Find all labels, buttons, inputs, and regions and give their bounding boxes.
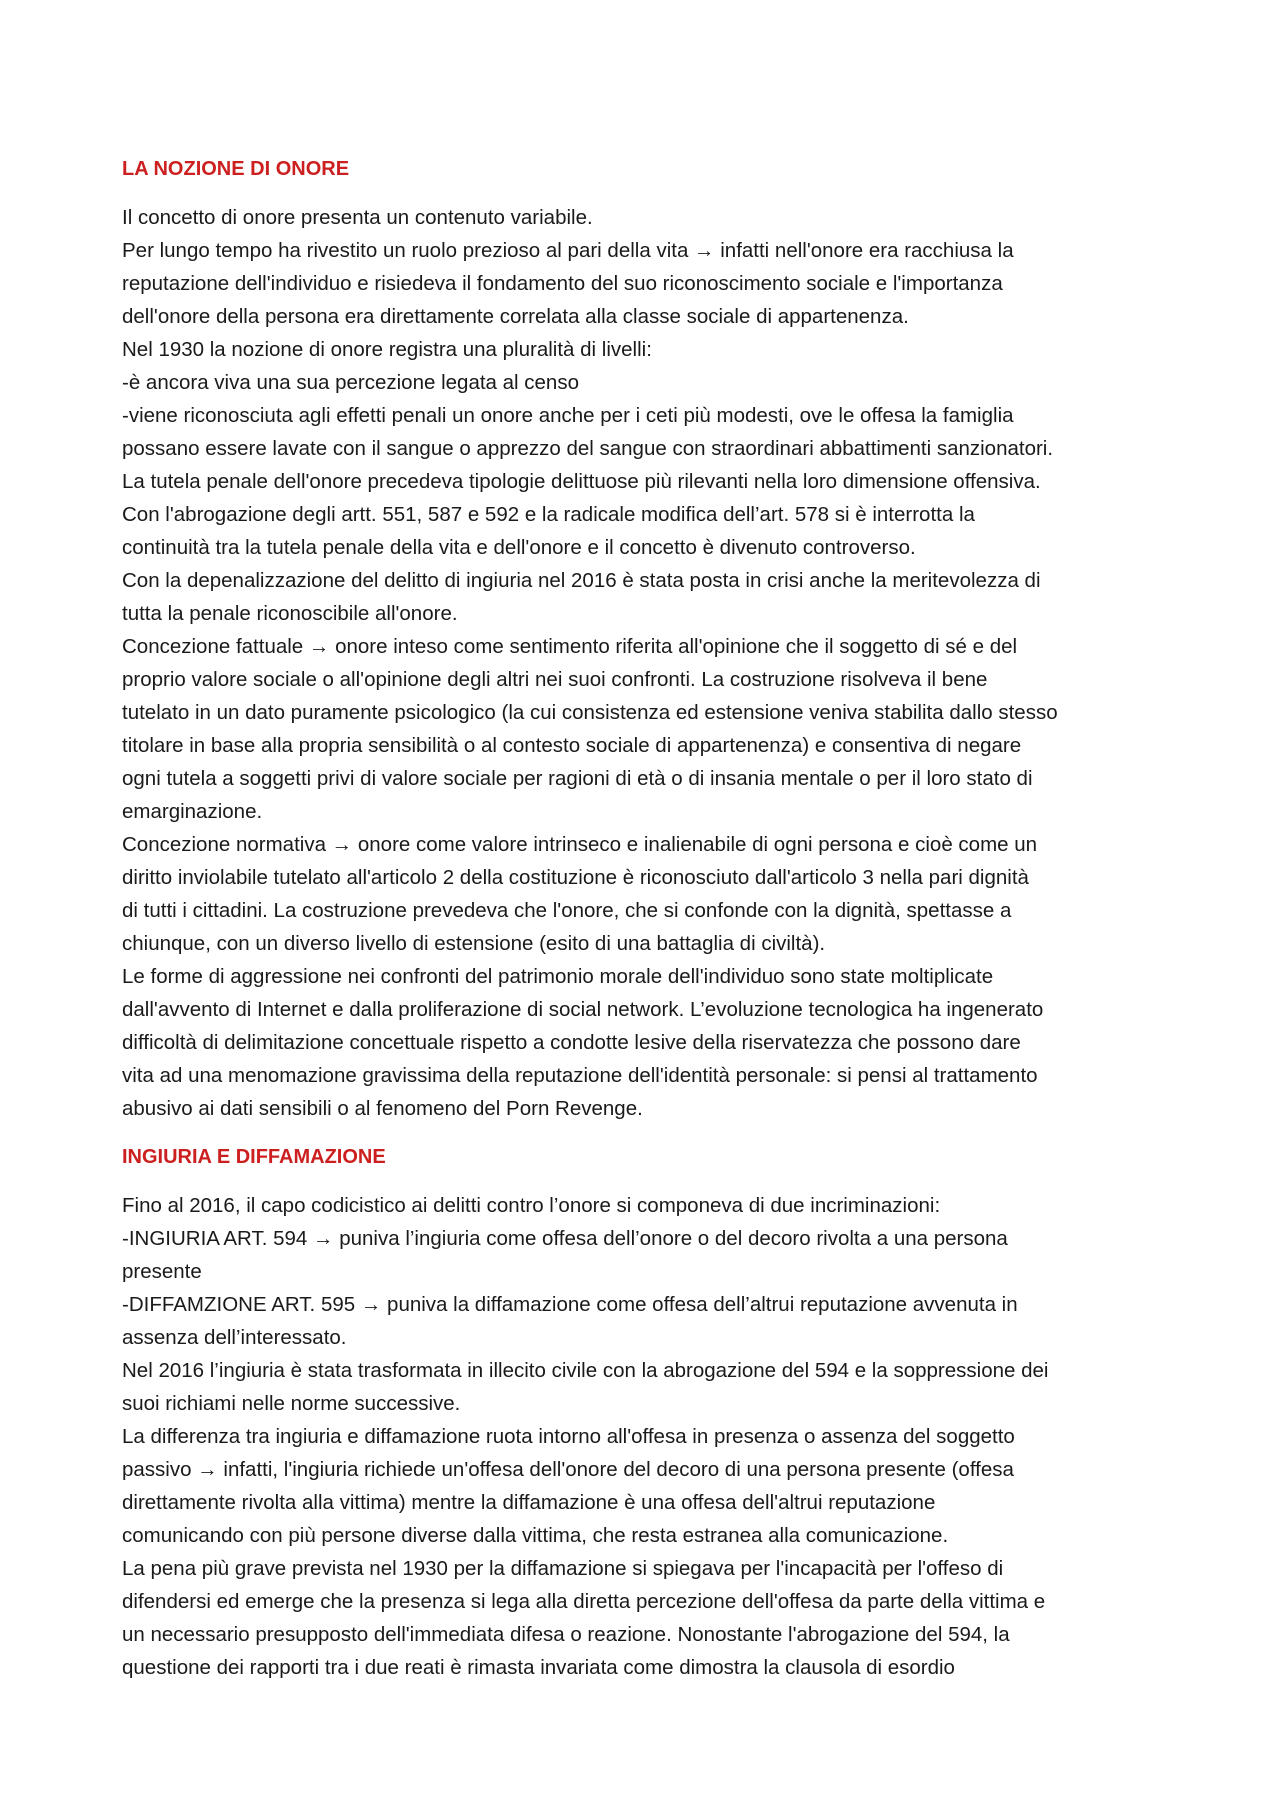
text-line: Concezione normativa → onore come valore intrinseco e inalienabile di ogni persona e cioè come un xyxy=(122,833,1038,856)
text-line: -DIFFAMZIONE ART. 595 → puniva la diffamazione come offesa dell’altrui reputazione avvenuta in xyxy=(122,1293,1018,1316)
text-line: reputazione dell'individuo e risiedeva il fondamento del suo riconoscimento sociale e l'importanza xyxy=(122,272,1003,295)
text-line: tutta la penale riconoscibile all'onore. xyxy=(122,602,458,625)
text-line: Con l'abrogazione degli artt. 551, 587 e 592 e la radicale modifica dell’art. 578 si è interrotta la xyxy=(122,503,975,526)
text-line: La pena più grave prevista nel 1930 per la diffamazione si spiegava per l'incapacità per l'offeso di xyxy=(122,1557,1004,1580)
section-body xyxy=(122,201,1180,1125)
section-heading: INGIURIA E DIFFAMAZIONE xyxy=(122,1146,386,1168)
text-line: vita ad una menomazione gravissima della reputazione dell'identità personale: si pensi al trattamento xyxy=(122,1064,1038,1087)
text-line: presente xyxy=(122,1260,202,1283)
text-line: comunicando con più persone diverse dalla vittima, che resta estranea alla comunicazione. xyxy=(122,1524,949,1547)
text-line: possano essere lavate con il sangue o apprezzo del sangue con straordinari abbattimenti sanzionatori. xyxy=(122,437,1054,460)
text-line: La tutela penale dell'onore precedeva tipologie delittuose più rilevanti nella loro dimensione offensiva. xyxy=(122,470,1041,493)
text-line: Nel 1930 la nozione di onore registra una pluralità di livelli: xyxy=(122,338,652,361)
text-line: ogni tutela a soggetti privi di valore sociale per ragioni di età o di insania mentale o per il loro stato di xyxy=(122,767,1033,790)
text-line: -INGIURIA ART. 594 → puniva l’ingiuria come offesa dell’onore o del decoro rivolta a una persona xyxy=(122,1227,1008,1250)
text-line: difendersi ed emerge che la presenza si lega alla diretta percezione dell'offesa da parte della vittima e xyxy=(122,1590,1046,1613)
text-line: assenza dell’interessato. xyxy=(122,1326,347,1349)
text-line: di tutti i cittadini. La costruzione prevedeva che l'onore, che si confonde con la dignità, spettasse a xyxy=(122,899,1012,922)
text-line: Concezione fattuale → onore inteso come sentimento riferita all'opinione che il soggetto di sé e del xyxy=(122,635,1018,658)
text-line: direttamente rivolta alla vittima) mentre la diffamazione è una offesa dell'altrui reputazione xyxy=(122,1491,936,1514)
section-ingiuria-e-diffamazione xyxy=(122,1143,1180,1684)
section-heading: LA NOZIONE DI ONORE xyxy=(122,158,350,180)
text-line: Le forme di aggressione nei confronti del patrimonio morale dell'individuo sono state moltiplicate xyxy=(122,965,994,988)
text-line: -viene riconosciuta agli effetti penali un onore anche per i ceti più modesti, ove le offesa la famiglia xyxy=(122,404,1014,427)
text-line: Per lungo tempo ha rivestito un ruolo prezioso al pari della vita → infatti nell'onore era racchiusa la xyxy=(122,239,1014,262)
text-line: Nel 2016 l’ingiuria è stata trasformata in illecito civile con la abrogazione del 594 e la soppressione dei xyxy=(122,1359,1049,1382)
text-line: abusivo ai dati sensibili o al fenomeno del Porn Revenge. xyxy=(122,1097,643,1120)
text-line: suoi richiami nelle norme successive. xyxy=(122,1392,461,1415)
text-line: dell'onore della persona era direttamente correlata alla classe sociale di appartenenza. xyxy=(122,305,909,328)
text-line: La differenza tra ingiuria e diffamazione ruota intorno all'offesa in presenza o assenza del soggetto xyxy=(122,1425,1015,1448)
text-line: proprio valore sociale o all'opinione degli altri nei suoi confronti. La costruzione risolveva il bene xyxy=(122,668,988,691)
text-line: questione dei rapporti tra i due reati è rimasta invariata come dimostra la clausola di esordio xyxy=(122,1656,955,1679)
text-line: chiunque, con un diverso livello di estensione (esito di una battaglia di civiltà). xyxy=(122,932,826,955)
text-line: dall'avvento di Internet e dalla proliferazione di social network. L’evoluzione tecnologica ha ingenerato xyxy=(122,998,1044,1021)
text-line: passivo → infatti, l'ingiuria richiede un'offesa dell'onore del decoro di una persona presente (offesa xyxy=(122,1458,1014,1481)
text-line: -è ancora viva una sua percezione legata al censo xyxy=(122,371,579,394)
section-nozione-di-onore xyxy=(122,155,1180,1125)
text-line: tutelato in un dato puramente psicologico (la cui consistenza ed estensione veniva stabilita dallo stesso xyxy=(122,701,1058,724)
text-line: Il concetto di onore presenta un contenuto variabile. xyxy=(122,206,593,229)
text-line: Fino al 2016, il capo codicistico ai delitti contro l’onore si componeva di due incriminazioni: xyxy=(122,1194,941,1217)
text-line: Con la depenalizzazione del delitto di ingiuria nel 2016 è stata posta in crisi anche la meritevolezza di xyxy=(122,569,1041,592)
text-line: titolare in base alla propria sensibilità o al contesto sociale di appartenenza) e consentiva di negare xyxy=(122,734,1022,757)
text-line: continuità tra la tutela penale della vita e dell'onore e il concetto è divenuto controverso. xyxy=(122,536,916,559)
section-body xyxy=(122,1189,1180,1684)
text-line: un necessario presupposto dell'immediata difesa o reazione. Nonostante l'abrogazione del 594, la xyxy=(122,1623,1010,1646)
text-line: emarginazione. xyxy=(122,800,263,823)
text-line: diritto inviolabile tutelato all'articolo 2 della costituzione è riconosciuto dall'articolo 3 nella pari dignità xyxy=(122,866,1029,889)
text-line: difficoltà di delimitazione concettuale rispetto a condotte lesive della riservatezza che possono dare xyxy=(122,1031,1021,1054)
